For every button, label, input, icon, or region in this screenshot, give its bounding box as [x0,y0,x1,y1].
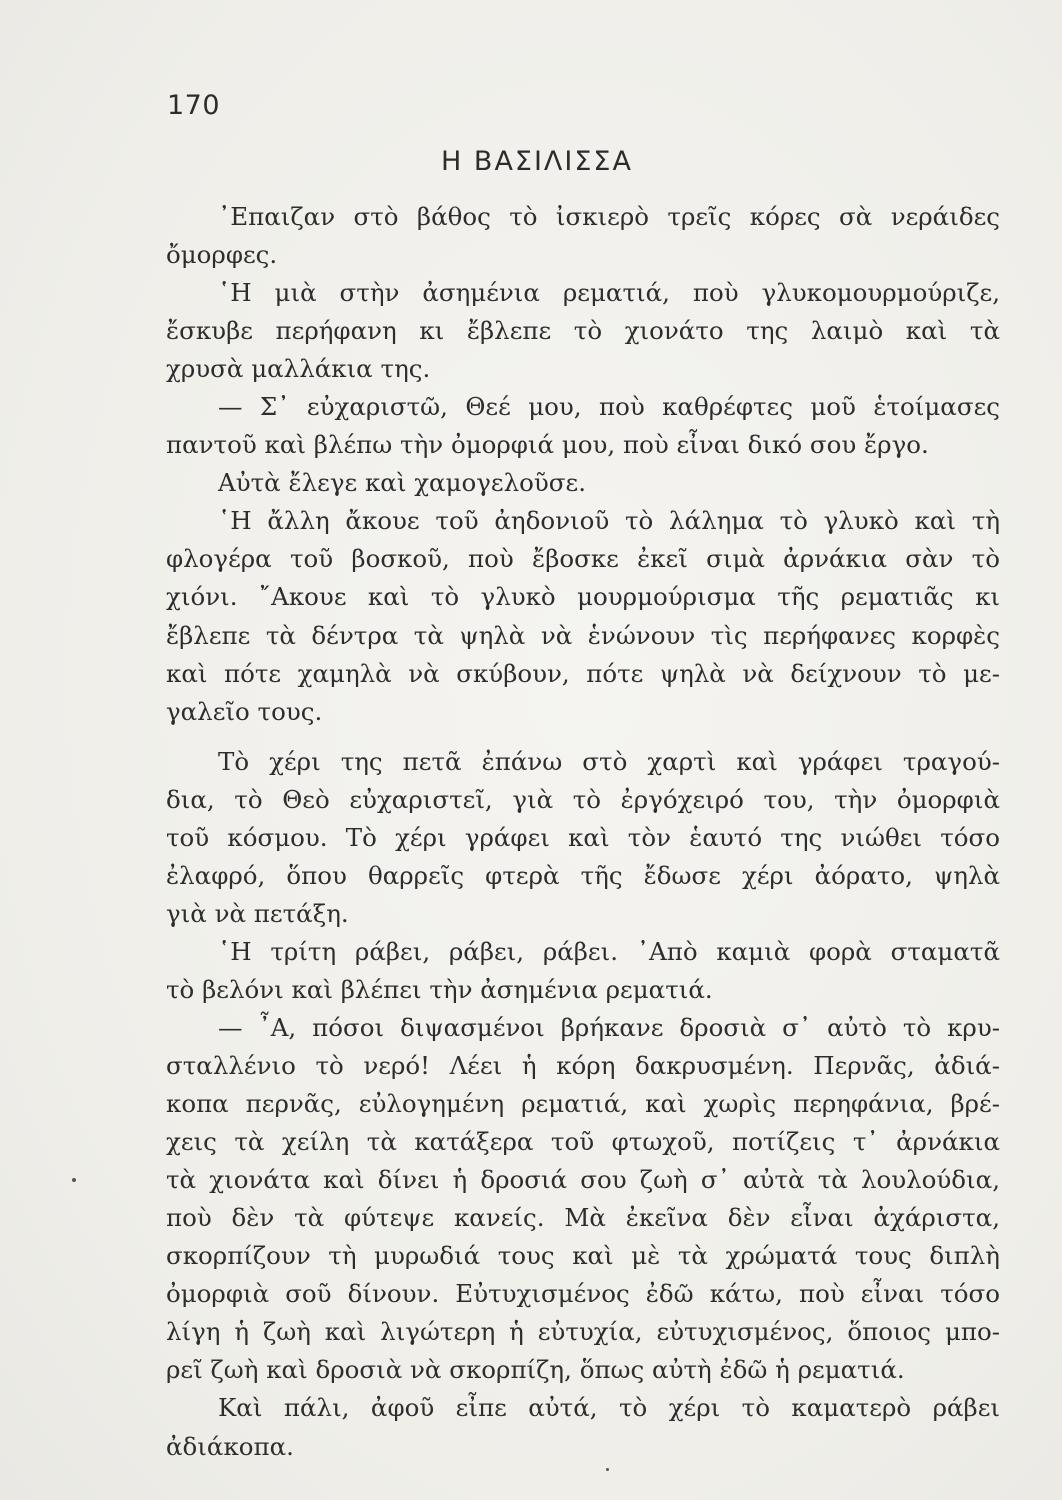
paragraph [166,274,1000,388]
text-line: σταλλένιο τὸ νερό! Λέει ἡ κόρη δακρυσμένη. Περνᾶς, ἀδιά- [166,1051,1000,1081]
paragraph [166,1389,1000,1465]
chapter-title: Η ΒΑΣΙΛΙΣΣΑ [441,146,633,177]
text-line: χρυσὰ μαλλάκια της. [166,354,431,384]
body-text [166,198,1000,1466]
text-line: ἔβλεπε τὰ δέντρα τὰ ψηλὰ νὰ ἑνώνουν τὶς περήφανες κορφὲς [166,620,1000,650]
text-line: ἀδιάκοπα. [166,1431,294,1461]
paper-speck [606,1468,609,1471]
text-line: λίγη ἡ ζωὴ καὶ λιγώτερη ἡ εὐτυχία, εὐτυχισμένος, ὅποιος μπο- [166,1317,1000,1347]
paragraph [166,1009,1000,1389]
text-line: χεις τὰ χείλη τὰ κατάξερα τοῦ φτωχοῦ, ποτίζεις τ᾿ ἀρνάκια [166,1127,1000,1157]
text-line: παντοῦ καὶ βλέπω τὴν ὀμορφιά μου, ποὺ εἶναι δικό σου ἔργο. [166,430,929,460]
text-line: ὄμορφες. [166,240,278,270]
text-line: γιὰ νὰ πετάξη. [166,898,349,928]
text-line: τοῦ κόσμου. Τὸ χέρι γράφει καὶ τὸν ἑαυτό της νιώθει τόσο [166,822,1000,852]
paragraph [166,464,1000,502]
text-line: γαλεῖο τους. [166,696,323,726]
text-line: ᾿Επαιζαν στὸ βάθος τὸ ἰσκιερὸ τρεῖς κόρες σὰ νεράιδες [218,202,1000,231]
text-line: Καὶ πάλι, ἀφοῦ εἶπε αὐτά, τὸ χέρι τὸ καματερὸ ράβει [218,1393,1000,1423]
text-line: — Σ᾿ εὐχαριστῶ, Θεέ μου, ποὺ καθρέφτες μοῦ ἑτοίμασες [218,392,1000,422]
text-line: ἔσκυβε περήφανη κι ἔβλεπε τὸ χιονάτο της λαιμὸ καὶ τὰ [166,316,1000,346]
text-line: Αὐτὰ ἔλεγε καὶ χαμογελοῦσε. [218,468,586,498]
paragraph [166,388,1000,464]
text-line: Τὸ χέρι της πετᾶ ἐπάνω στὸ χαρτὶ καὶ γράφει τραγού- [218,746,1000,776]
page-number: 170 [167,90,221,121]
text-line: — ῏Α, πόσοι διψασμένοι βρήκανε δροσιὰ σ᾿ αὐτὸ τὸ κρυ- [218,1012,1000,1042]
text-line: ρεῖ ζωὴ καὶ δροσιὰ νὰ σκορπίζη, ὅπως αὐτὴ ἐδῶ ἡ ρεματιά. [166,1355,905,1385]
text-line: τὸ βελόνι καὶ βλέπει τὴν ἀσημένια ρεματιά. [166,974,713,1004]
paragraph-gap [166,731,1000,743]
text-line: κοπα περνᾶς, εὐλογημένη ρεματιά, καὶ χωρὶς περηφάνια, βρέ- [166,1089,1000,1119]
paragraph [166,198,1000,274]
text-line: ποὺ δὲν τὰ φύτεψε κανείς. Μὰ ἐκεῖνα δὲν εἶναι ἀχάριστα, [166,1203,1000,1233]
text-line: ῾Η μιὰ στὴν ἀσημένια ρεματιά, ποὺ γλυκομουρμούριζε, [218,278,1000,308]
text-line: χιόνι. ῎Ακουε καὶ τὸ γλυκὸ μουρμούρισμα τῆς ρεματιᾶς κι [166,582,1000,612]
text-line: καὶ πότε χαμηλὰ νὰ σκύβουν, πότε ψηλὰ νὰ δείχνουν τὸ με- [166,658,1000,688]
text-line: ἐλαφρό, ὅπου θαρρεῖς φτερὰ τῆς ἔδωσε χέρι ἀόρατο, ψηλὰ [166,860,1000,890]
paragraph [166,743,1000,933]
paragraph [166,933,1000,1009]
text-line: τὰ χιονάτα καὶ δίνει ἡ δροσιά σου ζωὴ σ᾿ αὐτὰ τὰ λουλούδια, [166,1165,1000,1195]
paper-speck [72,1178,76,1182]
text-line: ῾Η ἄλλη ἄκουε τοῦ ἀηδονιοῦ τὸ λάλημα τὸ γλυκὸ καὶ τὴ [218,506,1000,536]
text-line: ὀμορφιὰ σοῦ δίνουν. Εὐτυχισμένος ἐδῶ κάτω, ποὺ εἶναι τόσο [166,1279,1000,1309]
text-line: φλογέρα τοῦ βοσκοῦ, ποὺ ἔβοσκε ἐκεῖ σιμὰ ἀρνάκια σὰν τὸ [166,544,1000,574]
text-line: δια, τὸ Θεὸ εὐχαριστεῖ, γιὰ τὸ ἐργόχειρό του, τὴν ὀμορφιὰ [166,784,1000,814]
text-line: ῾Η τρίτη ράβει, ράβει, ράβει. ᾿Απὸ καμιὰ φορὰ σταματᾶ [218,936,1000,966]
paragraph [166,502,1000,730]
text-line: σκορπίζουν τὴ μυρωδιά τους καὶ μὲ τὰ χρώματά τους διπλὴ [166,1241,1000,1271]
